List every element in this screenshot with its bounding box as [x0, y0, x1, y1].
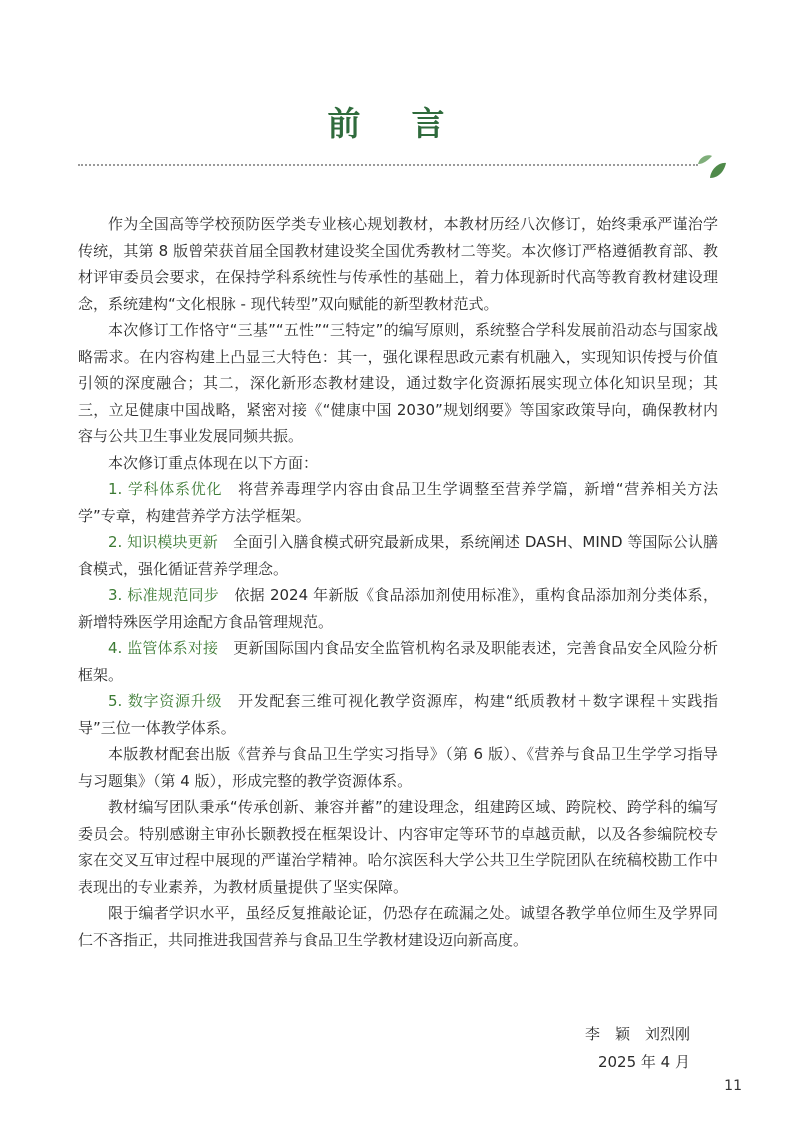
page-title: 前 言 — [327, 104, 465, 143]
preface-body — [78, 211, 718, 953]
paragraph: 教材编写团队秉承“传承创新、兼容并蓄”的建设理念，组建跨区域、跨院校、跨学科的编写委员会。特别感谢主审孙长颢教授在框架设计、内容审定等环节的卓越贡献，以及各参编院校专家在交叉互审过程中展现的严谨治学精神。哈尔滨医科大学公共卫生学院团队在统稿校勘工作中表现出的专业素养，为教材质量提供了坚实保障。 — [78, 798, 718, 896]
page-number: 11 — [724, 1078, 742, 1094]
point-label: 4. 监管体系对接 — [108, 639, 219, 657]
point-text: 依据 2024 年新版《食品添加剂使用标准》，重构食品添加剂分类体系，新增特殊医学用途配方食品管理规范。 — [78, 586, 718, 631]
paragraph: 本次修订重点体现在以下方面： — [108, 453, 319, 472]
point-text: 更新国际国内食品安全监管机构名录及职能表述，完善食品安全风险分析框架。 — [78, 639, 718, 684]
point-label: 2. 知识模块更新 — [108, 533, 218, 551]
point-text: 开发配套三维可视化教学资源库，构建“纸质教材＋数字课程＋实践指导”三位一体教学体系。 — [78, 692, 718, 737]
author-names: 李 颖 刘烈刚 — [584, 1025, 690, 1043]
leaf-icon — [694, 150, 730, 184]
paragraph: 本版教材配套出版《营养与食品卫生学实习指导》（第 6 版）、《营养与食品卫生学学习指导与习题集》（第 4 版），形成完整的教学资源体系。 — [78, 745, 718, 790]
paragraph: 限于编者学识水平，虽经反复推敲论证，仍恐存在疏漏之处。诚望各教学单位师生及学界同仁不吝指正，共同推进我国营养与食品卫生学教材建设迈向新高度。 — [78, 904, 718, 949]
revision-point-5 — [78, 688, 718, 741]
point-label: 5. 数字资源升级 — [108, 692, 223, 710]
point-text: 全面引入膳食模式研究最新成果，系统阐述 DASH、MIND 等国际公认膳食模式，强化循证营养学理念。 — [78, 533, 718, 578]
signature-date: 2025 年 4 月 — [597, 1053, 690, 1071]
revision-point-3 — [78, 582, 718, 635]
paragraph: 本次修订工作恪守“三基”“五性”“三特定”的编写原则，系统整合学科发展前沿动态与国家战略需求。在内容构建上凸显三大特色：其一，强化课程思政元素有机融入，实现知识传授与价值引领的深度融合；其二，深化新形态教材建设，通过数字化资源拓展实现立体化知识呈现；其三，立足健康中国战略，紧密对接《“健康中国 2030”规划纲要》等国家政策导向，确保教材内容与公共卫生事业发展同频共振。 — [78, 321, 718, 445]
signature-block — [585, 1020, 690, 1076]
revision-point-1 — [78, 476, 718, 529]
point-text: 将营养毒理学内容由食品卫生学调整至营养学篇，新增“营养相关方法学”专章，构建营养学方法学框架。 — [78, 480, 718, 525]
point-label: 3. 标准规范同步 — [108, 586, 220, 604]
paragraph: 作为全国高等学校预防医学类专业核心规划教材，本教材历经八次修订，始终秉承严谨治学传统，其第 8 版曾荣获首届全国教材建设奖全国优秀教材二等奖。本次修订严格遵循教育部、教材评审委员会要求，在保持学科系统性与传承性的基础上，着力体现新时代高等教育教材建设理念，系统建构“文化根脉 - 现代转型”双向赋能的新型教材范式。 — [78, 215, 718, 313]
revision-point-2 — [78, 529, 718, 582]
title-divider — [78, 164, 698, 166]
revision-point-4 — [78, 635, 718, 688]
point-label: 1. 学科体系优化 — [108, 480, 223, 498]
